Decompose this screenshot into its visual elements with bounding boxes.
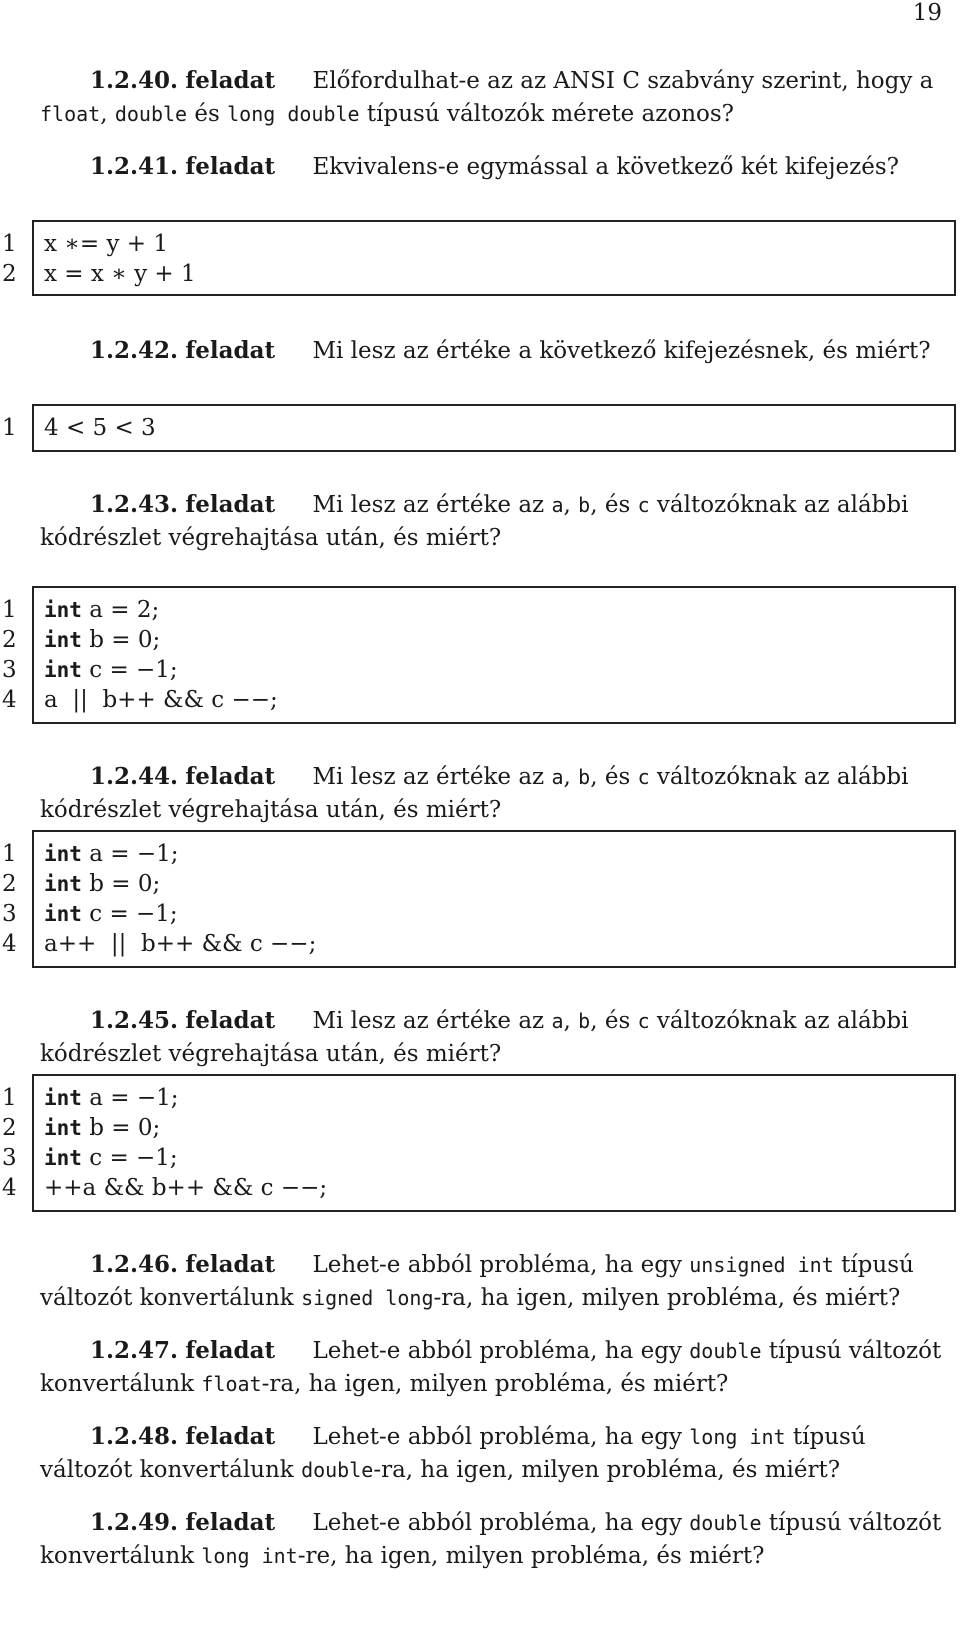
- var-b: b: [578, 1009, 591, 1033]
- code-float: float: [40, 102, 101, 126]
- task-number: 1.2.45.: [90, 1007, 179, 1034]
- task-1-2-40: 1.2.40. feladat Előfordulhat-e az az ANSI C szabvány szerint, hogy a float, double és long double típusú változók mérete azonos?: [40, 67, 934, 127]
- task-number: 1.2.47.: [90, 1337, 179, 1364]
- var-a: a: [551, 765, 564, 789]
- var-a: a: [551, 493, 564, 517]
- task-text: és: [604, 492, 631, 518]
- task-number: 1.2.41.: [90, 153, 179, 180]
- task-number: 1.2.48.: [90, 1423, 179, 1450]
- task-text: változóknak az alábbi: [656, 1008, 909, 1034]
- task-text: Lehet-e abból probléma, ha egy: [312, 1510, 682, 1536]
- task-label: feladat: [185, 1007, 276, 1034]
- task-1-2-46: [40, 1248, 952, 1315]
- task-text: változót konvertálunk: [40, 1457, 294, 1483]
- task-text: Lehet-e abból probléma, ha egy: [312, 1338, 682, 1364]
- task-text: típusú: [841, 1252, 914, 1278]
- task-text: változóknak az alábbi: [656, 492, 909, 518]
- code-type: long int: [201, 1544, 298, 1568]
- code-block-41: 1 x ∗= y + 1 2 x = x ∗ y + 1: [32, 220, 956, 296]
- task-text: -ra, ha igen, milyen probléma, és miért?: [433, 1285, 901, 1311]
- task-text: kódrészlet végrehajtása után, és miért?: [40, 797, 502, 823]
- task-text: -ra, ha igen, milyen probléma, és miért?: [373, 1457, 841, 1483]
- task-label: feladat: [185, 1423, 276, 1450]
- task-text: kódrészlet végrehajtása után, és miért?: [40, 525, 502, 551]
- code-type: long int: [689, 1425, 786, 1449]
- task-1-2-45: 1.2.45. feladat Mi lesz az értéke az a, b, és c változóknak az alábbi kódrészlet végrehajtása után, és miért?: [40, 1007, 909, 1067]
- task-label: feladat: [185, 337, 276, 364]
- task-label: feladat: [185, 763, 276, 790]
- code-block-45: 1 int a = −1; 2 int b = 0; 3 int c = −1; 4 ++a && b++ && c −−;: [32, 1074, 956, 1212]
- page-number: 19: [912, 0, 942, 26]
- task-label: feladat: [185, 491, 276, 518]
- code-type: unsigned int: [689, 1253, 834, 1277]
- task-text: Lehet-e abból probléma, ha egy: [312, 1252, 682, 1278]
- code-block-42: 1 4 < 5 < 3: [32, 404, 956, 452]
- code-type: double: [689, 1339, 762, 1363]
- task-1-2-43: 1.2.43. feladat Mi lesz az értéke az a, b, és c változóknak az alábbi kódrészlet végrehajtása után, és miért?: [40, 491, 909, 551]
- code-type: double: [689, 1511, 762, 1535]
- task-text: Ekvivalens-e egymással a következő két kifejezés?: [312, 154, 899, 180]
- var-c: c: [637, 493, 650, 517]
- task-text: változóknak az alábbi: [656, 764, 909, 790]
- task-text: -re, ha igen, milyen probléma, és miért?: [297, 1543, 765, 1569]
- task-text: Mi lesz az értéke az: [312, 492, 545, 518]
- task-number: 1.2.49.: [90, 1509, 179, 1536]
- task-text: típusú változót: [768, 1338, 942, 1364]
- task-label: feladat: [185, 1509, 276, 1536]
- var-b: b: [578, 493, 591, 517]
- task-text: és: [194, 101, 220, 127]
- task-text: -ra, ha igen, milyen probléma, és miért?: [261, 1371, 729, 1397]
- task-text: konvertálunk: [40, 1543, 195, 1569]
- task-text: Lehet-e abból probléma, ha egy: [312, 1424, 682, 1450]
- task-text: konvertálunk: [40, 1371, 195, 1397]
- var-c: c: [637, 1009, 650, 1033]
- task-number: 1.2.44.: [90, 763, 179, 790]
- task-text: Előfordulhat-e az az ANSI C szabvány szerint, hogy a: [312, 68, 934, 94]
- task-1-2-44: 1.2.44. feladat Mi lesz az értéke az a, b, és c változóknak az alábbi kódrészlet végrehajtása után, és miért?: [40, 763, 909, 823]
- task-text: típusú változók mérete azonos?: [366, 101, 734, 127]
- task-number: 1.2.40.: [90, 67, 179, 94]
- task-1-2-49: [40, 1506, 952, 1573]
- task-text: típusú változót: [768, 1510, 942, 1536]
- task-text: és: [604, 764, 631, 790]
- code-block-43: 1 int a = 2; 2 int b = 0; 3 int c = −1; 4 a || b++ && c −−;: [32, 586, 956, 724]
- task-text: kódrészlet végrehajtása után, és miért?: [40, 1041, 502, 1067]
- code-block-44: 1 int a = −1; 2 int b = 0; 3 int c = −1; 4 a++ || b++ && c −−;: [32, 830, 956, 968]
- task-1-2-41: [40, 150, 952, 184]
- var-a: a: [551, 1009, 564, 1033]
- task-1-2-48: [40, 1420, 952, 1487]
- task-text: típusú: [792, 1424, 866, 1450]
- code-type: signed long: [301, 1286, 434, 1310]
- task-number: 1.2.43.: [90, 491, 179, 518]
- task-1-2-42: [40, 334, 952, 368]
- task-text: Mi lesz az értéke a következő kifejezésnek, és miért?: [312, 338, 931, 364]
- task-label: feladat: [185, 153, 276, 180]
- code-long-double: long double: [227, 102, 360, 126]
- code-type: double: [301, 1458, 374, 1482]
- code-double: double: [114, 102, 188, 126]
- task-number: 1.2.46.: [90, 1251, 179, 1278]
- task-1-2-47: [40, 1334, 952, 1401]
- var-c: c: [637, 765, 650, 789]
- var-b: b: [578, 765, 591, 789]
- task-label: feladat: [185, 1251, 276, 1278]
- task-number: 1.2.42.: [90, 337, 179, 364]
- task-label: feladat: [185, 1337, 276, 1364]
- task-text: Mi lesz az értéke az: [312, 1008, 545, 1034]
- task-text: változót konvertálunk: [40, 1285, 294, 1311]
- task-text: és: [604, 1008, 631, 1034]
- task-text: Mi lesz az értéke az: [312, 764, 545, 790]
- task-label: feladat: [185, 67, 276, 94]
- code-type: float: [201, 1372, 262, 1396]
